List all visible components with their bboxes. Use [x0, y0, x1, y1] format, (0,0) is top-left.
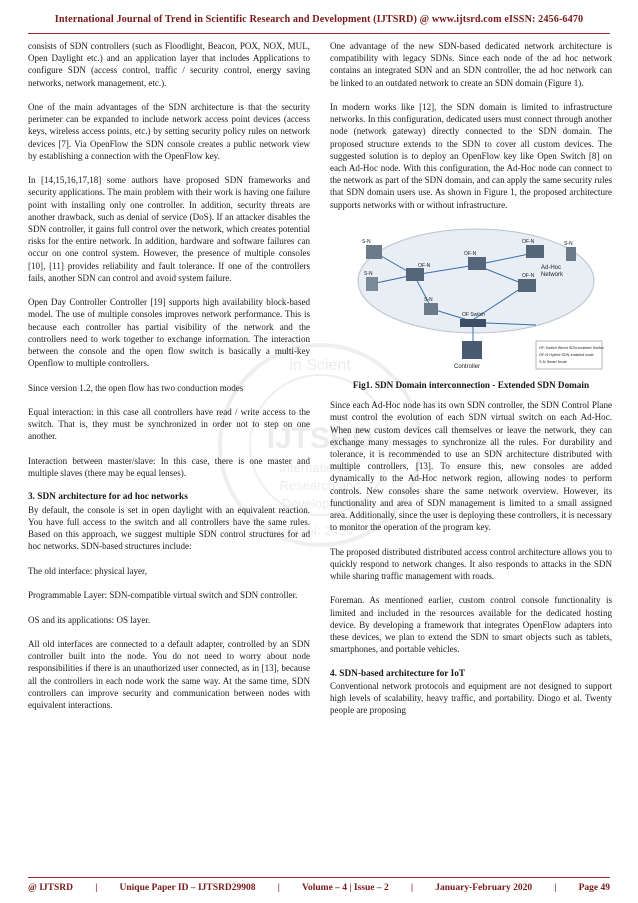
- hybrid-node-icon-2: [468, 257, 486, 270]
- left-paragraph-7: Interaction between master/slave: In this case, there is one master and multiple slaves (there may be equal lenses).: [28, 455, 310, 479]
- left-paragraph-2: One of the main advantages of the SDN architecture is that the security perimeter can be expanded to include network access point devices (access keys, wireless access points, etc.) by setting security policy rules on network devices [7]. Via OpenFlow the SDN console creates a public network view by establishing a connection with the OpenFlow key.: [28, 102, 310, 161]
- footer-separator-2: |: [277, 883, 280, 893]
- label-ofswitch: OF Switch: [462, 312, 486, 319]
- journal-header: International Journal of Trend in Scientific Research and Development (IJTSRD) @ www.ijtsrd.com eISSN: 2456-6470: [54, 14, 584, 25]
- legend-line-2: OF-N Hybrid SDN-enabled node: [539, 353, 594, 358]
- figure-caption: Fig1. SDN Domain interconnection - Extended SDN Domain: [352, 380, 590, 391]
- label-adhoc-2: Network: [541, 272, 564, 279]
- right-paragraph-2: In modern works like [12], the SDN domain is limited to infrastructure networks. In this configuration, dedicated users must connect through another node (network gateway) directly connected to the SDN domain. The proposed structure extends to the SDN to cover all custom devices. The suggested solution is to deploy an OpenFlow key like Open Switch [8] on each Ad-Hoc node. With this configuration, the Ad-Hoc node can connect to the network as part of the SDN domain, and can apply the same security rules that SDN domain users use. As shown in Figure 1, the proposed architecture supports networks with or without infrastructure.: [330, 102, 612, 210]
- of-switch-icon: [460, 319, 486, 327]
- label-sn4: S-N: [564, 241, 573, 248]
- left-paragraph-1: consists of SDN controllers (such as Floodlight, Beacon, POX, NOX, MUL, Open Daylight etc.) and an application layer that includes Applications to configure SDN (access control, traffic / security control, energy saving networks, network management, etc.).: [28, 41, 310, 88]
- section-heading-4: 4. SDN-based architecture for IoT: [330, 668, 466, 679]
- smart-node-icon-3: [424, 303, 438, 315]
- right-paragraph-6: Conventional network protocols and equipment are not designed to support high levels of scalability, heavy traffic, and portability. Diogo et al. Twenty people are proposing: [330, 681, 612, 716]
- footer-page: Page 49: [578, 883, 610, 893]
- hybrid-node-icon-4: [518, 279, 536, 292]
- smart-node-icon-2: [366, 277, 378, 291]
- label-ofn1: OF-N: [418, 263, 431, 270]
- left-paragraph-3: In [14,15,16,17,18] some authors have proposed SDN frameworks and security applications. The main problem with their work is having one failure point with installing only one controller. In addition, security threats are another drawback, such as denial of service (DoS). If an attacker disables the SDN controller, it gains full control over the network, which creates potential risks for the entire network. In addition, hardware and software failures can occur on one control system. However, the presence of multiple consoles [10], [11] provides reliability and fault tolerance. If one of the controllers fails, another SDN can control and avoid system failure.: [28, 175, 310, 283]
- figure-1: [330, 223, 612, 373]
- watermark-line4: Research and: [279, 478, 361, 493]
- left-paragraph-5: Since version 1.2, the open flow has two conduction modes: [28, 382, 244, 393]
- right-paragraph-4: The proposed distributed distributed access control architecture allows you to quickly respond to network changes. It also responds to attacks in the SDN while sharing traffic management with roads.: [330, 546, 612, 582]
- controller-icon: [462, 341, 482, 359]
- watermark-line2: IJTSRD: [266, 422, 374, 455]
- watermark-line6: ISSN: 2456: [286, 523, 354, 538]
- label-controller: Controller: [454, 364, 481, 371]
- label-sn2: S-N: [364, 271, 373, 278]
- watermark-line1: in Scient: [289, 357, 351, 374]
- label-ofn3: OF-N: [522, 239, 535, 246]
- header-divider: [28, 33, 610, 34]
- left-paragraph-8: By default, the console is set in open daylight with an equivalent reaction. You have full access to the switch and all controllers have the same rules. Based on this approach, we suggest multiple SDN control structures for ad hoc networks. SDN-based structures include:: [28, 504, 310, 552]
- footer-paper-id: Unique Paper ID – IJTSRD29908: [119, 883, 256, 893]
- right-column: [330, 40, 612, 729]
- legend-line-1: OF-Switch Wired SDN-enabled Switch: [539, 346, 604, 351]
- left-paragraph-12: All old interfaces are connected to a default adapter, controlled by an SDN controller built into the node. You do not need to worry about node responsibilities if there is an unauthorized user connected, as in [13], because all the controllers in each node work the same way. At the same time, SDN controllers can improve security and communication between nodes with equivalent interactions.: [28, 638, 310, 710]
- label-ofn2: OF-N: [464, 251, 477, 258]
- right-paragraph-5: Foreman. As mentioned earlier, custom control console functionality is limited and included in the resources available for the dedicated hosting device. By developing a framework that integrates OpenFlow adapters into these devices, we plan to extend the SDN to smart objects such as tablets, smartphones, and portable vehicles.: [330, 595, 612, 655]
- hybrid-node-icon-3: [526, 245, 544, 258]
- network-diagram: [336, 223, 606, 373]
- footer-divider: [28, 877, 610, 878]
- hybrid-node-icon-1: [406, 268, 424, 281]
- footer-date: January-February 2020: [435, 883, 533, 893]
- footer-separator-4: |: [554, 883, 557, 893]
- left-paragraph-6: Equal interaction: in this case all controllers have read / write access to the switch. That is, they must be synchronized in order not to step on one another.: [28, 407, 310, 442]
- left-paragraph-4: Open Day Controller Controller [19] supports high availability block-based model. The use of multiple consoles improves network performance. This is because each controller has partial visibility of the network and the controllers need to work together to exchange information. The interaction between the console and the open flow switch is basically a multi-key Openflow to multiple controllers.: [28, 297, 310, 369]
- smart-node-icon-1: [366, 245, 382, 259]
- section-heading-3: 3. SDN architecture for ad hoc networks: [28, 492, 188, 503]
- footer-journal: @ IJTSRD: [28, 883, 73, 893]
- left-paragraph-11: OS and its applications: OS layer.: [28, 614, 151, 625]
- watermark-line5: Development: [281, 496, 359, 511]
- left-paragraph-9: The old interface: physical layer,: [28, 565, 147, 576]
- right-paragraph-1: One advantage of the new SDN-based dedicated network architecture is compatibility with legacy SDNs. Since each node of the ad hoc network contains an integrated SDN and an SDN controller, the ad hoc network can be linked to an outdated network to create an SDN domain (Figure 1).: [330, 41, 612, 88]
- label-adhoc-1: Ad-Hoc: [541, 265, 562, 272]
- footer-separator-3: |: [410, 883, 414, 893]
- smart-node-icon-4: [566, 247, 576, 261]
- right-paragraph-3: Since each Ad-Hoc node has its own SDN controller, the SDN Control Plane must control the evolution of each SDN virtual switch on each Ad-Hoc. When new custom devices call themselves or leave the network, they can exchange many messages to synchronize all the rules. For durability and tolerance, it is recommended to use an SDN architecture distributed with multiple controllers, [13]. To ensure this, new consoles are added dynamically to the Ad-Hoc network region, allowing nodes to perform controls. New consoles share the same network overview. However, its functionality and area of SDN management is limited to a small assigned area. Additionally, since the user is deploying these controllers, it is necessary to monitor the operation of the program key.: [330, 400, 612, 533]
- left-paragraph-10: Programmable Layer: SDN-compatible virtual switch and SDN controller.: [28, 590, 298, 601]
- left-column: [28, 40, 310, 723]
- label-ofn4: OF-N: [522, 273, 535, 280]
- page-footer: [28, 883, 610, 893]
- legend-line-3: S-N Smart Node: [539, 360, 567, 365]
- footer-separator-1: |: [95, 883, 98, 893]
- footer-volume: Volume – 4 | Issue – 2: [302, 883, 389, 893]
- label-sn3: S-N: [424, 297, 433, 304]
- label-sn1: S-N: [362, 239, 371, 246]
- watermark-line3: International J: [279, 460, 361, 475]
